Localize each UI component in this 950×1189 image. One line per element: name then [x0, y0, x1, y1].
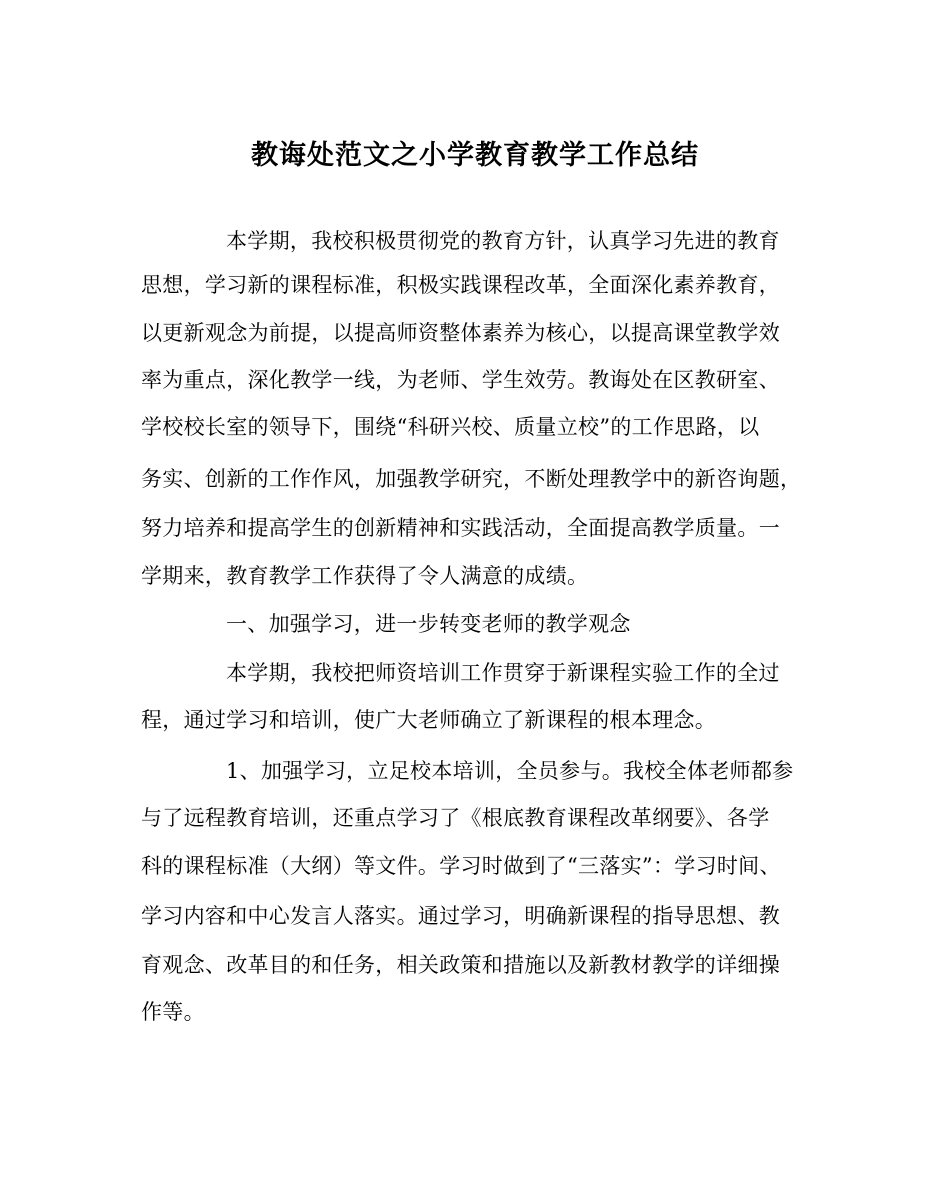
paragraph-line: 本学期，我校把师资培训工作贯穿于新课程实验工作的全过 [226, 661, 780, 685]
paragraph-line: 育观念、改革目的和任务，相关政策和措施以及新教材教学的详细操 [141, 953, 780, 977]
paragraph-line: 学习内容和中心发言人落实。通过学习，明确新课程的指导思想、教 [141, 904, 780, 928]
paragraph-line: 作等。 [141, 1000, 205, 1024]
paragraph-line: 率为重点，深化教学一线，为老师、学生效劳。教诲处在区教研室、 [141, 368, 780, 392]
paragraph-line: 本学期，我校积极贯彻党的教育方针，认真学习先进的教育 [226, 229, 780, 253]
paragraph-line: 与了远程教育培训，还重点学习了《根底教育课程改革纲要》、各学 [141, 806, 770, 830]
document-title: 教诲处范文之小学教育教学工作总结 [251, 140, 699, 171]
paragraph-line: 努力培养和提高学生的创新精神和实践活动，全面提高教学质量。一 [141, 516, 780, 540]
paragraph-line: 1、加强学习，立足校本培训，全员参与。我校全体老师都参 [226, 759, 794, 783]
paragraph-line: 科的课程标准（大纲）等文件。学习时做到了“三落实”：学习时间、 [141, 854, 781, 878]
paragraph-line: 学校校长室的领导下，围绕“科研兴校、质量立校”的工作思路，以 [141, 415, 760, 439]
paragraph-line: 以更新观念为前提，以提高师资整体素养为核心，以提高课堂教学效 [141, 321, 780, 345]
paragraph-line: 程，通过学习和培训，使广大老师确立了新课程的根本理念。 [141, 708, 717, 732]
paragraph-line: 学期来，教育教学工作获得了令人满意的成绩。 [141, 564, 589, 588]
section-heading: 一、加强学习，进一步转变老师的教学观念 [226, 612, 631, 636]
paragraph-line: 思想，学习新的课程标准，积极实践课程改革，全面深化素养教育， [141, 273, 780, 297]
paragraph-line: 务实、创新的工作作风，加强教学研究，不断处理教学中的新咨询题， [141, 467, 802, 491]
